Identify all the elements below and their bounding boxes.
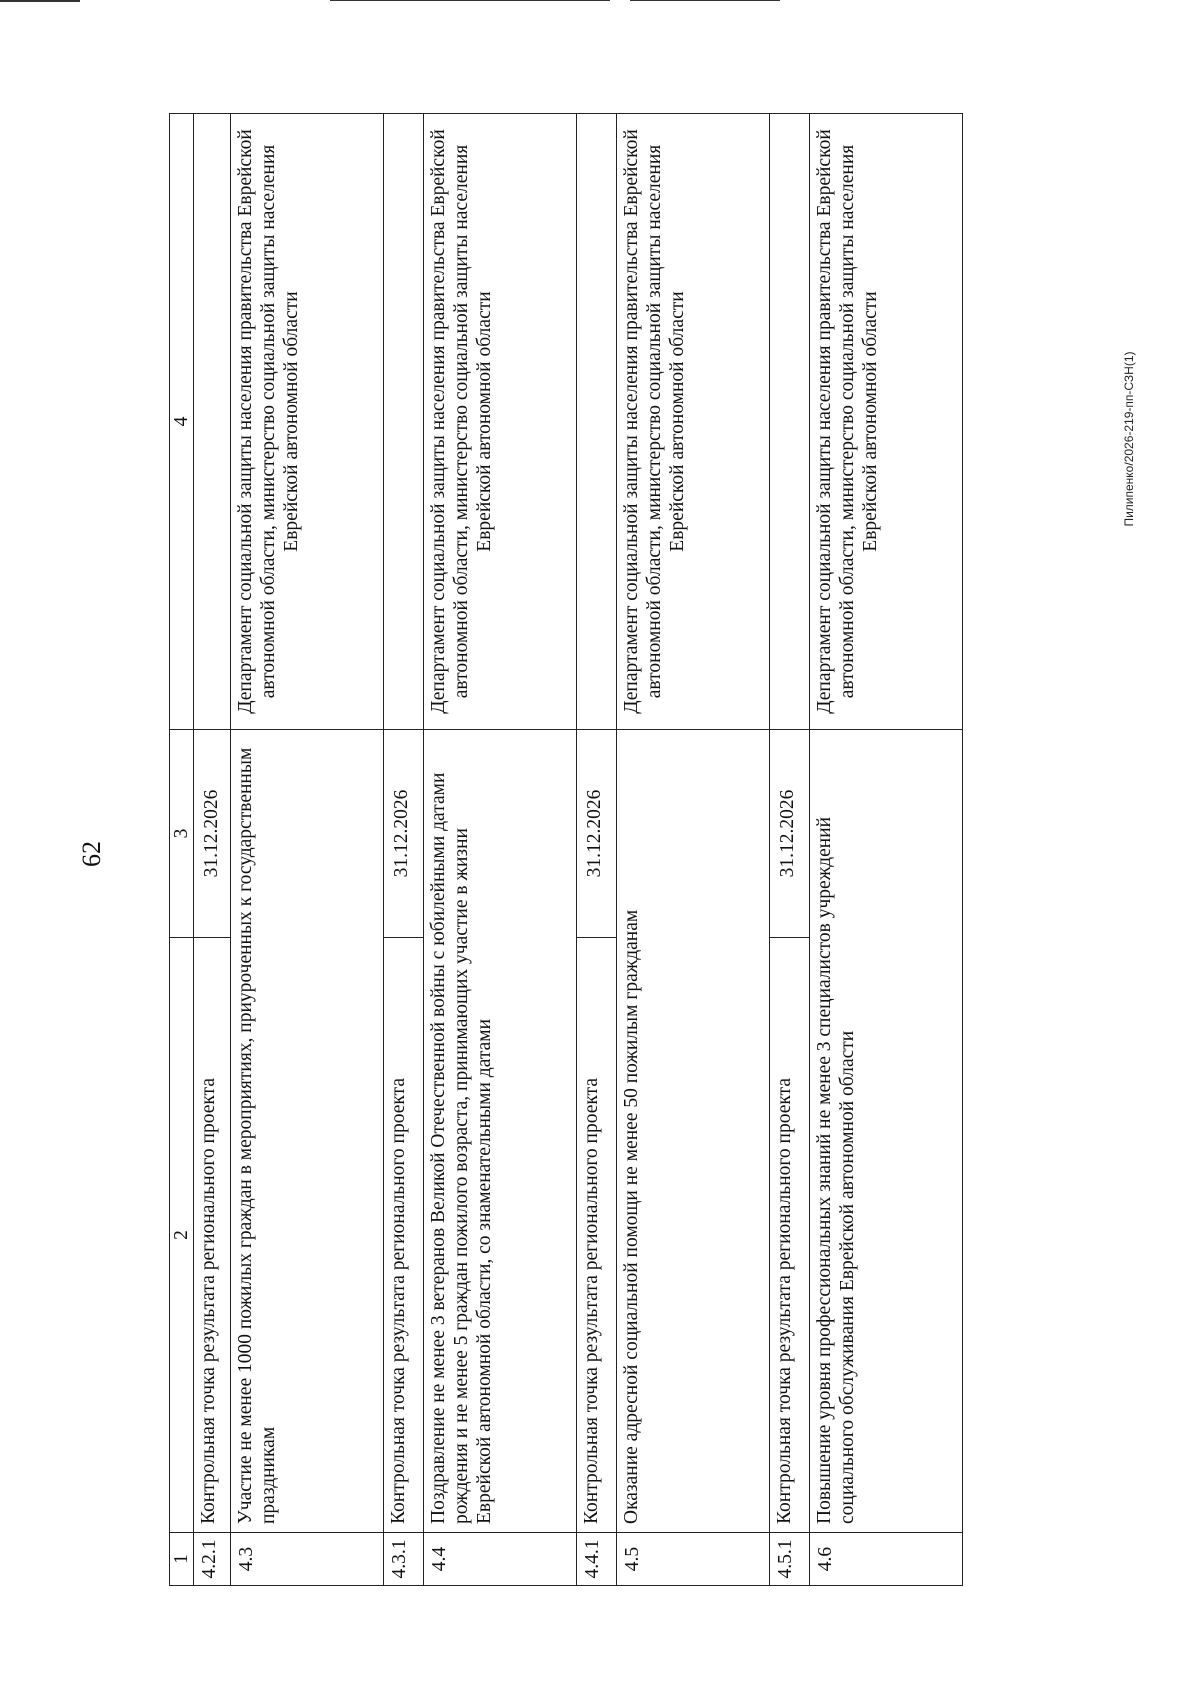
row-responsible: Департамент социальной защиты населения правительства Еврейской автономной области, министерство социальной защиты населения Еврейской автономной области	[231, 114, 384, 730]
row-responsible	[770, 114, 810, 730]
row-number: 4.3.1	[384, 1533, 424, 1586]
header-col-4: 4	[170, 114, 194, 730]
rotated-table-container	[169, 114, 1054, 1586]
row-description: Участие не менее 1000 пожилых граждан в мероприятиях, приуроченных к государственным праздникам	[231, 730, 384, 1533]
table-row	[617, 114, 770, 1586]
row-number: 4.5	[617, 1533, 770, 1586]
row-responsible	[384, 114, 424, 730]
row-responsible	[194, 114, 231, 730]
row-description: Контрольная точка результата регионального проекта	[194, 938, 231, 1533]
row-number: 4.5.1	[770, 1533, 810, 1586]
header-col-2: 2	[170, 938, 194, 1533]
row-description: Контрольная точка результата регионального проекта	[770, 938, 810, 1533]
row-number: 4.4	[424, 1533, 577, 1586]
table-row	[770, 114, 810, 1586]
row-date: 31.12.2026	[577, 730, 617, 938]
header-col-3: 3	[170, 730, 194, 938]
row-number: 4.3	[231, 1533, 384, 1586]
row-responsible: Департамент социальной защиты населения правительства Еврейской автономной области, министерство социальной защиты населения Еврейской автономной области	[810, 114, 963, 730]
scan-edge-line	[330, 0, 610, 1]
row-responsible: Департамент социальной защиты населения правительства Еврейской автономной области, министерство социальной защиты населения Еврейской автономной области	[617, 114, 770, 730]
row-description: Поздравление не менее 3 ветеранов Великой Отечественной войны с юбилейными датами рождения и не менее 5 граждан пожилого возраста, принимающих участие в жизни Еврейской автономной области, со знаменательными датами	[424, 730, 577, 1533]
table-row	[810, 114, 963, 1586]
row-description: Оказание адресной социальной помощи не менее 50 пожилым гражданам	[617, 730, 770, 1533]
header-col-1: 1	[170, 1533, 194, 1586]
row-description: Контрольная точка результата регионального проекта	[384, 938, 424, 1533]
table-row	[384, 114, 424, 1586]
row-description: Контрольная точка результата регионального проекта	[577, 938, 617, 1533]
table-row	[194, 114, 231, 1586]
scan-edge-line	[0, 0, 80, 2]
table-row	[577, 114, 617, 1586]
row-number: 4.4.1	[577, 1533, 617, 1586]
plan-table	[169, 113, 963, 1586]
document-stamp: Пилипенко/2026-219-пп-СЗН(1)	[1122, 351, 1136, 527]
row-responsible	[577, 114, 617, 730]
table-row	[231, 114, 384, 1586]
page-number: 62	[77, 841, 106, 867]
table-header-row	[170, 114, 194, 1586]
table-row	[424, 114, 577, 1586]
row-responsible: Департамент социальной защиты населения правительства Еврейской автономной области, министерство социальной защиты населения Еврейской автономной области	[424, 114, 577, 730]
row-description: Повышение уровня профессиональных знаний не менее 3 специалистов учреждений социального обслуживания Еврейской автономной области	[810, 730, 963, 1533]
row-number: 4.2.1	[194, 1533, 231, 1586]
row-date: 31.12.2026	[194, 730, 231, 938]
row-number: 4.6	[810, 1533, 963, 1586]
scan-edge-line	[630, 0, 780, 1]
row-date: 31.12.2026	[384, 730, 424, 938]
table-body	[194, 114, 963, 1586]
row-date: 31.12.2026	[770, 730, 810, 938]
